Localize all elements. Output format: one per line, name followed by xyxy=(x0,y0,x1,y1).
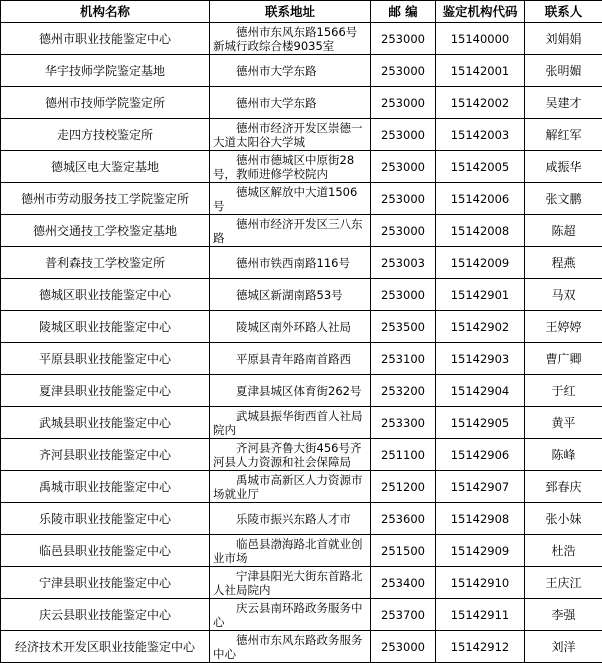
institution-code-cell: 15142009 xyxy=(436,247,525,279)
contact-person-cell: 黄平 xyxy=(525,407,602,439)
table-row xyxy=(1,599,602,631)
institution-code-cell: 15142003 xyxy=(436,119,525,151)
institution-code-cell: 15142911 xyxy=(436,599,525,631)
header-institution-code: 鉴定机构代码 xyxy=(436,1,525,23)
contact-person-cell: 刘洋 xyxy=(525,631,602,663)
institution-code-cell: 15142908 xyxy=(436,503,525,535)
contact-person-cell: 程燕 xyxy=(525,247,602,279)
address-cell: 齐河县齐鲁大街456号齐河县人力资源和社会保障局 xyxy=(210,439,371,471)
postcode-cell: 253000 xyxy=(371,279,436,311)
address-cell: 武城县振华街西首人社局院内 xyxy=(210,407,371,439)
header-postcode: 邮 编 xyxy=(371,1,436,23)
institution-name-cell: 乐陵市职业技能鉴定中心 xyxy=(1,503,210,535)
institution-name-cell: 齐河县职业技能鉴定中心 xyxy=(1,439,210,471)
table-row xyxy=(1,407,602,439)
contact-person-cell: 解红军 xyxy=(525,119,602,151)
postcode-cell: 253000 xyxy=(371,87,436,119)
postcode-cell: 253000 xyxy=(371,151,436,183)
institution-code-cell: 15142902 xyxy=(436,311,525,343)
institution-name-cell: 平原县职业技能鉴定中心 xyxy=(1,343,210,375)
institution-name-cell: 德城区电大鉴定基地 xyxy=(1,151,210,183)
table-row xyxy=(1,535,602,567)
postcode-cell: 253600 xyxy=(371,503,436,535)
institution-code-cell: 15142905 xyxy=(436,407,525,439)
postcode-cell: 253000 xyxy=(371,55,436,87)
postcode-cell: 253700 xyxy=(371,599,436,631)
address-cell: 德州市铁西南路116号 xyxy=(210,247,371,279)
postcode-cell: 253003 xyxy=(371,247,436,279)
contact-person-cell: 张文鹏 xyxy=(525,183,602,215)
institution-code-cell: 15142005 xyxy=(436,151,525,183)
table-row xyxy=(1,631,602,663)
contact-person-cell: 刘娟娟 xyxy=(525,23,602,55)
institution-name-cell: 德城区职业技能鉴定中心 xyxy=(1,279,210,311)
postcode-cell: 253000 xyxy=(371,215,436,247)
table-row xyxy=(1,247,602,279)
address-cell: 德州市经济开发区崇德一大道太阳谷大学城 xyxy=(210,119,371,151)
institution-code-cell: 15140000 xyxy=(436,23,525,55)
institution-code-cell: 15142907 xyxy=(436,471,525,503)
institution-name-cell: 走四方技校鉴定所 xyxy=(1,119,210,151)
address-cell: 宁津县阳光大街东首路北人社局院内 xyxy=(210,567,371,599)
table-row xyxy=(1,503,602,535)
institution-name-cell: 德州市职业技能鉴定中心 xyxy=(1,23,210,55)
contact-person-cell: 张小妹 xyxy=(525,503,602,535)
address-cell: 德州市东风东路1566号新城行政综合楼9035室 xyxy=(210,23,371,55)
address-cell: 德州市大学东路 xyxy=(210,55,371,87)
institution-name-cell: 临邑县职业技能鉴定中心 xyxy=(1,535,210,567)
contact-person-cell: 杜浩 xyxy=(525,535,602,567)
address-cell: 德州市东风东路政务服务中心 xyxy=(210,631,371,663)
institution-code-cell: 15142904 xyxy=(436,375,525,407)
header-contact: 联系人 xyxy=(525,1,602,23)
contact-person-cell: 咸振华 xyxy=(525,151,602,183)
table-row xyxy=(1,471,602,503)
header-address: 联系地址 xyxy=(210,1,371,23)
address-cell: 庆云县南环路政务服务中心 xyxy=(210,599,371,631)
contact-person-cell: 陈超 xyxy=(525,215,602,247)
postcode-cell: 253000 xyxy=(371,23,436,55)
institution-code-cell: 15142008 xyxy=(436,215,525,247)
table-row xyxy=(1,343,602,375)
institution-name-cell: 德州交通技工学校鉴定基地 xyxy=(1,215,210,247)
header-institution-name: 机构名称 xyxy=(1,1,210,23)
address-cell: 临邑县渤海路北首就业创业市场 xyxy=(210,535,371,567)
contact-person-cell: 马双 xyxy=(525,279,602,311)
postcode-cell: 251200 xyxy=(371,471,436,503)
institution-name-cell: 夏津县职业技能鉴定中心 xyxy=(1,375,210,407)
postcode-cell: 253000 xyxy=(371,119,436,151)
institution-name-cell: 武城县职业技能鉴定中心 xyxy=(1,407,210,439)
institution-name-cell: 华宇技师学院鉴定基地 xyxy=(1,55,210,87)
table-row xyxy=(1,567,602,599)
institution-code-cell: 15142002 xyxy=(436,87,525,119)
address-cell: 乐陵市振兴东路人才市 xyxy=(210,503,371,535)
contact-person-cell: 吴建才 xyxy=(525,87,602,119)
institution-code-cell: 15142906 xyxy=(436,439,525,471)
contact-person-cell: 陈峰 xyxy=(525,439,602,471)
postcode-cell: 251500 xyxy=(371,535,436,567)
address-cell: 德州市德城区中原街28号，教师进修学校院内 xyxy=(210,151,371,183)
table-row xyxy=(1,151,602,183)
table-row xyxy=(1,311,602,343)
institution-code-cell: 15142912 xyxy=(436,631,525,663)
address-cell: 德州市大学东路 xyxy=(210,87,371,119)
table-row xyxy=(1,279,602,311)
address-cell: 德城区新湖南路53号 xyxy=(210,279,371,311)
institution-name-cell: 陵城区职业技能鉴定中心 xyxy=(1,311,210,343)
table-row xyxy=(1,87,602,119)
contact-person-cell: 李强 xyxy=(525,599,602,631)
institution-code-cell: 15142910 xyxy=(436,567,525,599)
postcode-cell: 253400 xyxy=(371,567,436,599)
institution-name-cell: 禹城市职业技能鉴定中心 xyxy=(1,471,210,503)
institution-name-cell: 普利森技工学校鉴定所 xyxy=(1,247,210,279)
institution-code-cell: 15142901 xyxy=(436,279,525,311)
table-row xyxy=(1,119,602,151)
institution-code-cell: 15142903 xyxy=(436,343,525,375)
address-cell: 德城区解放中大道1506号 xyxy=(210,183,371,215)
address-cell: 德州市经济开发区三八东路 xyxy=(210,215,371,247)
contact-person-cell: 于红 xyxy=(525,375,602,407)
postcode-cell: 253500 xyxy=(371,311,436,343)
institution-name-cell: 宁津县职业技能鉴定中心 xyxy=(1,567,210,599)
table-row xyxy=(1,55,602,87)
contact-person-cell: 王婷婷 xyxy=(525,311,602,343)
postcode-cell: 253100 xyxy=(371,343,436,375)
institution-code-cell: 15142001 xyxy=(436,55,525,87)
header-row xyxy=(1,1,602,23)
address-cell: 陵城区南外环路人社局 xyxy=(210,311,371,343)
institution-code-cell: 15142006 xyxy=(436,183,525,215)
contact-person-cell: 王庆江 xyxy=(525,567,602,599)
contact-person-cell: 张明媚 xyxy=(525,55,602,87)
table-row xyxy=(1,439,602,471)
postcode-cell: 253000 xyxy=(371,183,436,215)
institution-code-cell: 15142909 xyxy=(436,535,525,567)
table-row xyxy=(1,215,602,247)
address-cell: 平原县青年路南首路西 xyxy=(210,343,371,375)
institution-name-cell: 经济技术开发区职业技能鉴定中心 xyxy=(1,631,210,663)
contact-person-cell: 曹广卿 xyxy=(525,343,602,375)
table-row xyxy=(1,23,602,55)
table-row xyxy=(1,183,602,215)
institution-name-cell: 德州市技师学院鉴定所 xyxy=(1,87,210,119)
table-row xyxy=(1,375,602,407)
postcode-cell: 253200 xyxy=(371,375,436,407)
institution-name-cell: 庆云县职业技能鉴定中心 xyxy=(1,599,210,631)
address-cell: 夏津县城区体育街262号 xyxy=(210,375,371,407)
postcode-cell: 251100 xyxy=(371,439,436,471)
address-cell: 禹城市高新区人力资源市场就业厅 xyxy=(210,471,371,503)
postcode-cell: 253000 xyxy=(371,631,436,663)
institution-name-cell: 德州市劳动服务技工学院鉴定所 xyxy=(1,183,210,215)
contact-person-cell: 郅春庆 xyxy=(525,471,602,503)
postcode-cell: 253300 xyxy=(371,407,436,439)
